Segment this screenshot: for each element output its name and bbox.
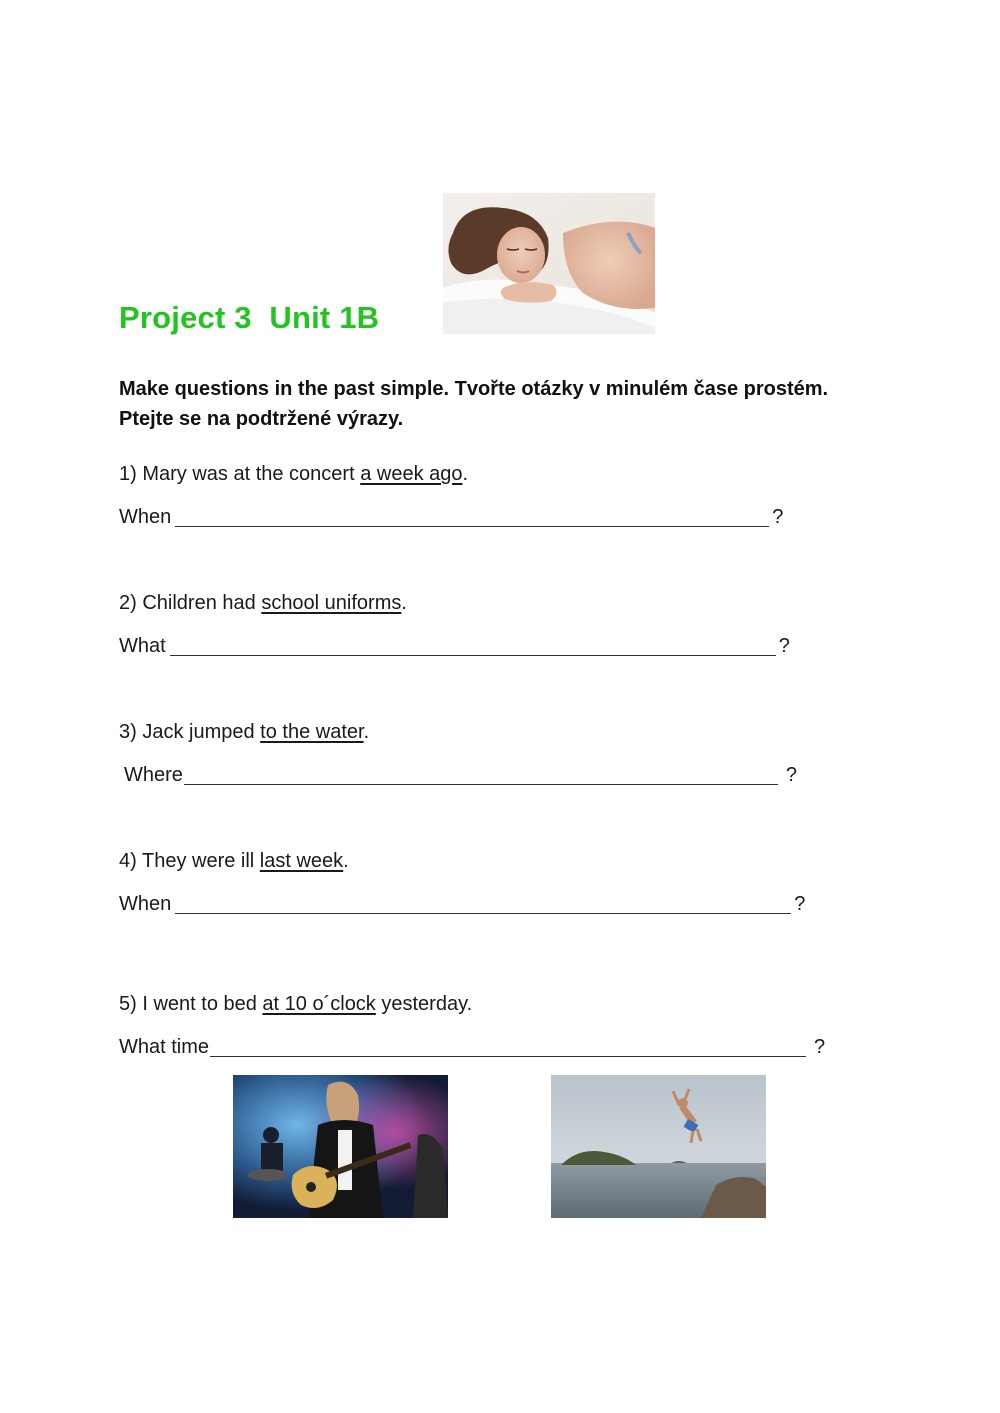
question-mark: ?	[814, 1036, 826, 1058]
rock-guitarist-concert-photo	[233, 1075, 448, 1218]
page-title: Project 3 Unit 1B	[119, 300, 380, 335]
sentence-text: 1) Mary was at the concert	[119, 463, 361, 485]
exercise-4-sentence	[119, 848, 349, 874]
question-word: When	[119, 506, 172, 528]
instructions-line-1: Make questions in the past simple. Tvořte otázky v minulém čase prostém.	[119, 378, 829, 400]
exercise-3-sentence	[119, 719, 369, 745]
question-word: Where	[124, 764, 183, 786]
instructions	[119, 374, 879, 434]
underlined-phrase: school uniforms	[261, 592, 402, 614]
question-word: What	[119, 635, 166, 657]
sentence-text: 3) Jack jumped	[119, 721, 261, 743]
answer-blank-1[interactable]	[175, 504, 769, 527]
sentence-text: 2) Children had	[119, 592, 262, 614]
sentence-text: .	[462, 463, 469, 485]
question-mark: ?	[778, 635, 790, 657]
question-mark: ?	[772, 506, 784, 528]
answer-blank-3[interactable]	[184, 762, 778, 785]
question-mark: ?	[785, 764, 798, 786]
underlined-phrase: a week ago	[360, 463, 463, 485]
sentence-text: .	[401, 592, 407, 614]
exercise-4-answer-row	[119, 891, 805, 917]
sentence-text: .	[363, 721, 370, 743]
sentence-text: 4) They were ill	[119, 850, 260, 872]
exercise-5-answer-row	[119, 1034, 825, 1060]
exercise-1-answer-row	[119, 504, 783, 530]
man-jumping-into-water-photo	[551, 1075, 766, 1218]
sentence-text: 5) I went to bed	[119, 993, 263, 1015]
answer-blank-5[interactable]	[210, 1034, 806, 1057]
sentence-text: .	[343, 850, 349, 872]
sleeping-woman-photo	[443, 193, 655, 334]
exercise-1-sentence	[119, 461, 468, 487]
underlined-phrase: to the water	[260, 721, 364, 743]
question-word: When	[119, 893, 172, 915]
underlined-phrase: at 10 o´clock	[262, 993, 376, 1015]
underlined-phrase: last week	[259, 850, 344, 872]
exercise-2-sentence	[119, 590, 407, 616]
answer-blank-2[interactable]	[170, 633, 776, 656]
answer-blank-4[interactable]	[175, 891, 791, 914]
question-mark: ?	[794, 893, 806, 915]
exercise-2-answer-row	[119, 633, 790, 659]
instructions-line-2: Ptejte se na podtržené výrazy.	[119, 408, 404, 430]
sentence-text: yesterday.	[375, 993, 473, 1015]
question-word: What time	[119, 1036, 210, 1058]
exercise-5-sentence	[119, 991, 472, 1017]
exercise-3-answer-row	[124, 762, 797, 788]
